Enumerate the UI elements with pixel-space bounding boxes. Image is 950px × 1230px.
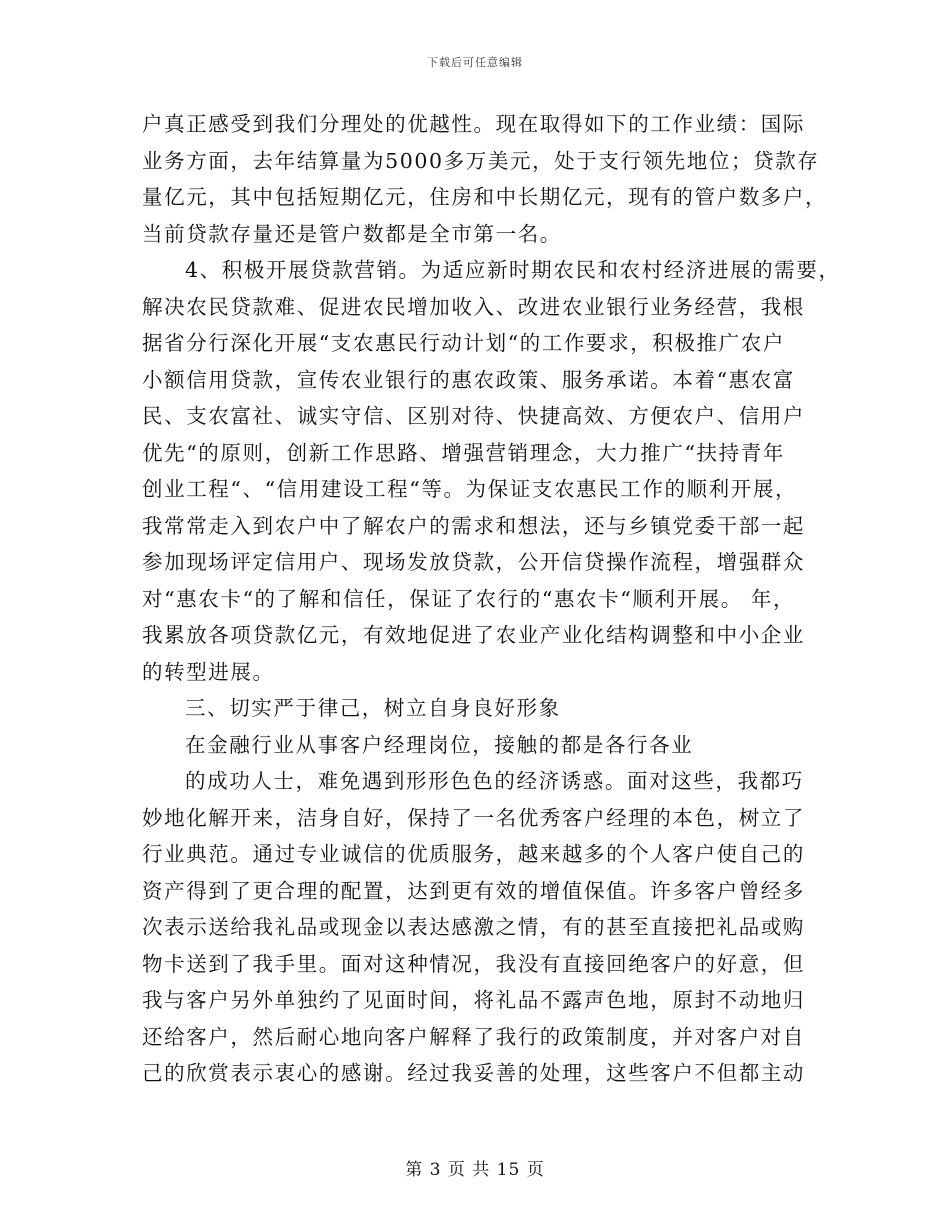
text-line: 参加现场评定信用户、现场发放贷款，公开信贷操作流程，增强群众 [142,550,805,574]
text-line: 对“惠农卡“的了解和信任，保证了农行的“惠农卡“顺利开展。 年， [142,586,796,611]
document-body [142,106,841,1092]
text-line: 户真正感受到我们分理处的优越性。现在取得如下的工作业绩：国际 [142,112,805,136]
text-line: 行业典范。通过专业诚信的优质服务，越来越多的个人客户使自己的 [142,842,805,866]
text-line: 小额信用贷款，宣传农业银行的惠农政策、服务承诺。本着“惠农富 [142,367,795,392]
text-line: 4、积极开展贷款营销。为适应新时期农民和农村经济进展的需要， [185,258,841,282]
page-header: 下载后可任意编辑 [427,56,523,69]
text-line: 当前贷款存量还是管户数都是全市第一名。 [142,221,562,246]
text-line: 我累放各项贷款亿元，有效地促进了农业产业化结构调整和中小企业 [142,623,805,647]
text-line: 据省分行深化开展“支农惠民行动计划“的工作要求，积极推广农户 [142,331,785,355]
text-line: 我常常走入到农户中了解农户的需求和想法，还与乡镇党委干部一起 [142,513,805,538]
page-footer: 第 3 页 共 15 页 [405,1160,545,1180]
text-line: 解决农民贷款难、促进农民增加收入、改进农业银行业务经营，我根 [142,294,805,319]
text-line: 妙地化解开来，洁身自好，保持了一名优秀客户经理的本色，树立了 [142,805,805,830]
text-line: 三、切实严于律己，树立自身良好形象 [185,696,561,720]
text-line: 在金融行业从事客户经理岗位，接触的都是各行各业 [185,732,694,757]
text-line: 优先“的原则，创新工作思路、增强营销理念，大力推广“扶持青年 [142,440,785,465]
text-line: 还给客户，然后耐心地向客户解释了我行的政策制度，并对客户对自 [142,1024,805,1049]
text-line: 我与客户另外单独约了见面时间，将礼品不露声色地，原封不动地归 [142,988,805,1012]
text-line: 业务方面，去年结算量为5000多万美元，处于支行领先地位；贷款存 [142,148,820,173]
text-line: 的转型进展。 [142,659,275,684]
text-line: 民、支农富社、诚实守信、区别对待、快捷高效、方便农户、信用户 [142,404,805,428]
text-line: 己的欣赏表示衷心的感谢。经过我妥善的处理，这些客户不但都主动 [142,1061,805,1085]
text-line: 的成功人士，难免遇到形形色色的经济诱惑。面对这些，我都巧 [185,769,804,793]
text-line: 量亿元，其中包括短期亿元，住房和中长期亿元，现有的管户数多户， [142,185,828,209]
text-line: 资产得到了更合理的配置，达到更有效的增值保值。许多客户曾经多 [142,878,805,903]
text-line: 物卡送到了我手里。面对这种情况，我没有直接回绝客户的好意，但 [142,951,805,976]
text-line: 创业工程“、“信用建设工程“等。为保证支农惠民工作的顺利开展， [142,477,798,501]
text-line: 次表示送给我礼品或现金以表达感激之情，有的甚至直接把礼品或购 [142,915,805,939]
